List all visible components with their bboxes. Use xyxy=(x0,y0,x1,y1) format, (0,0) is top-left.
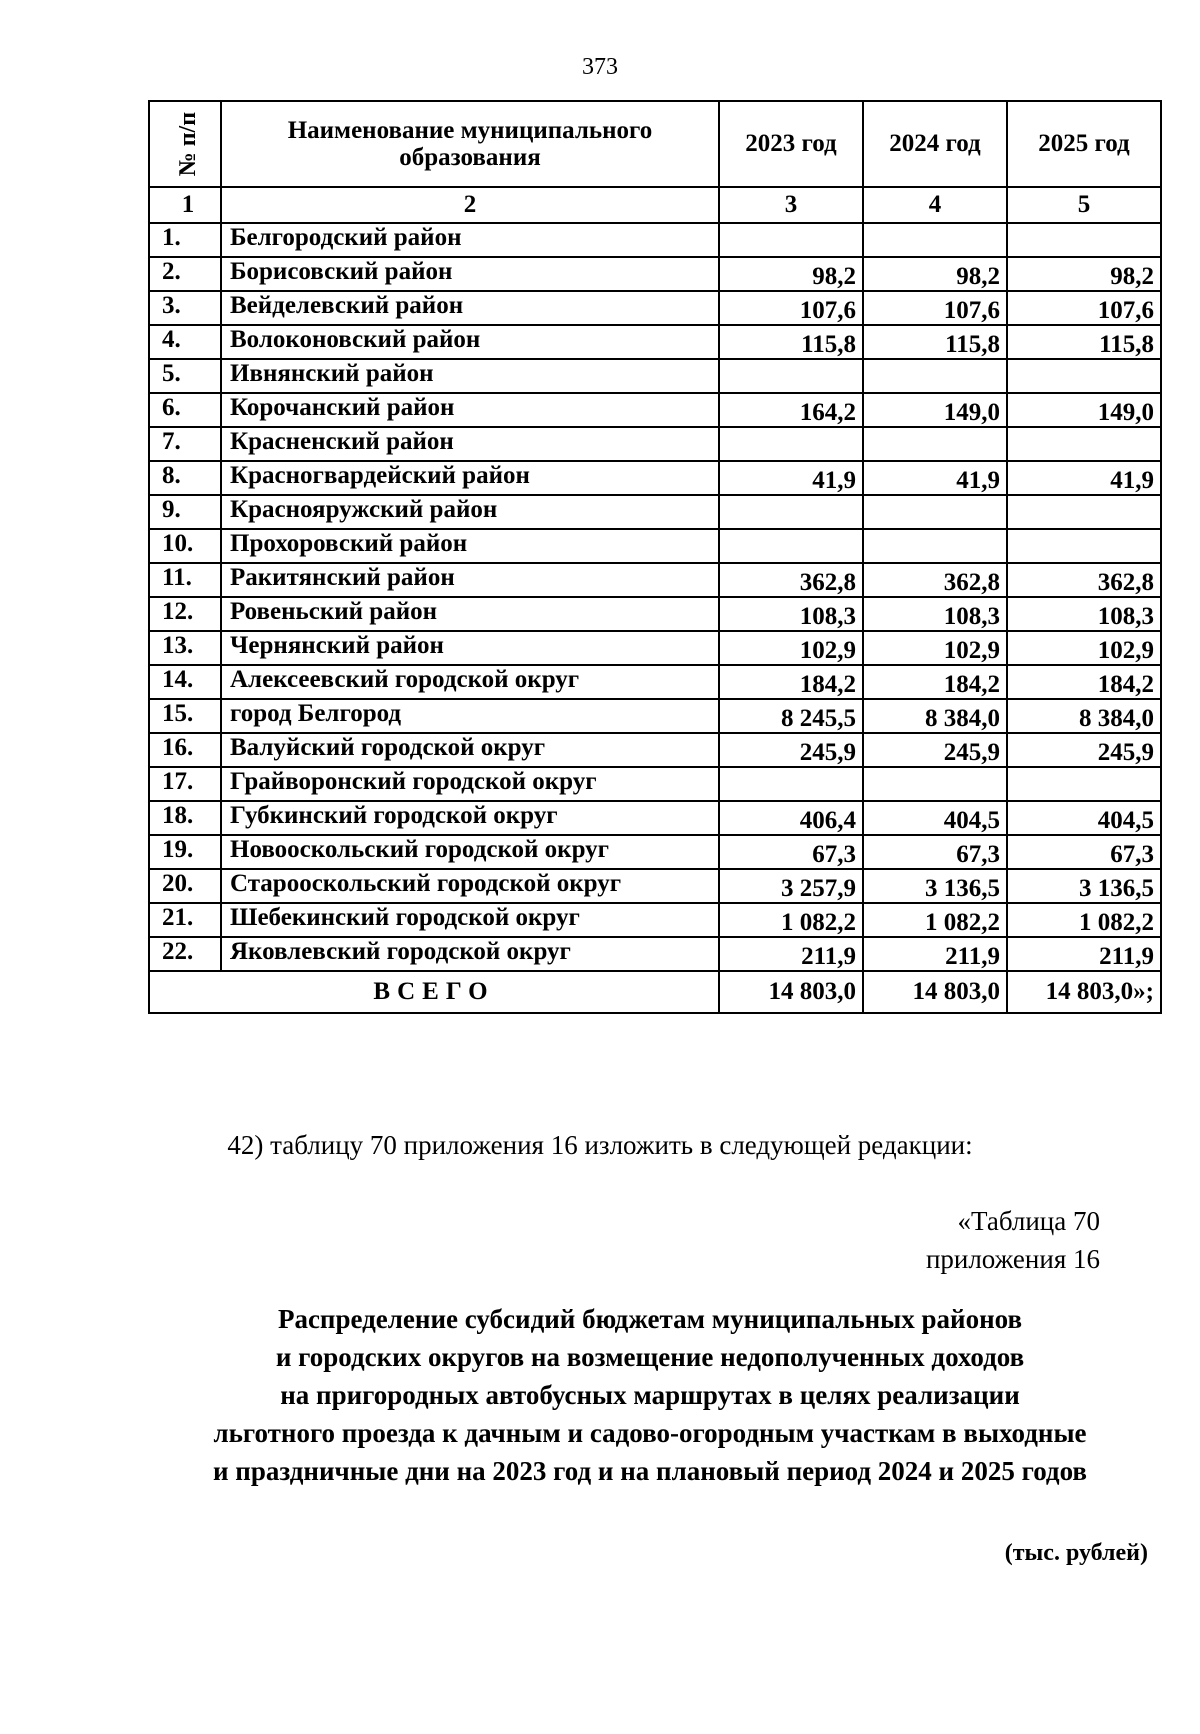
municipality-name: Яковлевский городской округ xyxy=(221,937,719,971)
table-row xyxy=(149,869,1161,903)
row-number: 8. xyxy=(149,461,221,495)
table-row xyxy=(149,801,1161,835)
municipality-name: Ровеньский район xyxy=(221,597,719,631)
total-label: ВСЕГО xyxy=(149,971,719,1013)
municipality-name: Чернянский район xyxy=(221,631,719,665)
municipality-name: Волоконовский район xyxy=(221,325,719,359)
value-2025: 41,9 xyxy=(1007,461,1161,495)
value-2023 xyxy=(719,495,863,529)
value-2024 xyxy=(863,529,1007,563)
value-2023: 245,9 xyxy=(719,733,863,767)
row-number: 2. xyxy=(149,257,221,291)
value-2024: 41,9 xyxy=(863,461,1007,495)
value-2024: 102,9 xyxy=(863,631,1007,665)
value-2025 xyxy=(1007,767,1161,801)
row-number: 13. xyxy=(149,631,221,665)
value-2024 xyxy=(863,223,1007,257)
amendment-instruction: 42) таблицу 70 приложения 16 изложить в следующей редакции: xyxy=(227,1130,973,1160)
municipality-name: город Белгород xyxy=(221,699,719,733)
table-row xyxy=(149,257,1161,291)
value-2025: 98,2 xyxy=(1007,257,1161,291)
value-2025: 108,3 xyxy=(1007,597,1161,631)
table-body xyxy=(149,223,1161,971)
column-number-3: 3 xyxy=(719,187,863,223)
value-2025: 115,8 xyxy=(1007,325,1161,359)
municipality-name: Ивнянский район xyxy=(221,359,719,393)
row-number: 7. xyxy=(149,427,221,461)
value-2024: 67,3 xyxy=(863,835,1007,869)
municipality-name: Вейделевский район xyxy=(221,291,719,325)
row-number: 4. xyxy=(149,325,221,359)
value-2024: 108,3 xyxy=(863,597,1007,631)
value-2023: 211,9 xyxy=(719,937,863,971)
table-row xyxy=(149,223,1161,257)
table-row xyxy=(149,359,1161,393)
row-number: 1. xyxy=(149,223,221,257)
value-2023: 115,8 xyxy=(719,325,863,359)
value-2023 xyxy=(719,767,863,801)
table-row xyxy=(149,325,1161,359)
total-2025: 14 803,0»; xyxy=(1007,971,1161,1013)
value-2024: 107,6 xyxy=(863,291,1007,325)
value-2025: 8 384,0 xyxy=(1007,699,1161,733)
table-row xyxy=(149,461,1161,495)
municipality-name: Красногвардейский район xyxy=(221,461,719,495)
table-row xyxy=(149,903,1161,937)
column-number-5: 5 xyxy=(1007,187,1161,223)
value-2023: 98,2 xyxy=(719,257,863,291)
value-2024 xyxy=(863,359,1007,393)
value-2023: 67,3 xyxy=(719,835,863,869)
value-2024: 8 384,0 xyxy=(863,699,1007,733)
value-2024: 362,8 xyxy=(863,563,1007,597)
value-2023 xyxy=(719,359,863,393)
header-2023: 2023 год xyxy=(719,101,863,187)
value-2025 xyxy=(1007,223,1161,257)
table-row xyxy=(149,937,1161,971)
table-row xyxy=(149,495,1161,529)
value-2025 xyxy=(1007,427,1161,461)
value-2023: 8 245,5 xyxy=(719,699,863,733)
value-2024 xyxy=(863,427,1007,461)
row-number: 18. xyxy=(149,801,221,835)
subsidy-table xyxy=(148,100,1162,1014)
value-2023: 108,3 xyxy=(719,597,863,631)
header-name: Наименование муниципального образования xyxy=(221,101,719,187)
value-2025: 149,0 xyxy=(1007,393,1161,427)
table-reference-line-2: приложения 16 xyxy=(925,1244,1100,1274)
table-row xyxy=(149,563,1161,597)
table-reference-line-1: «Таблица 70 xyxy=(957,1206,1100,1236)
value-2024: 1 082,2 xyxy=(863,903,1007,937)
table-row xyxy=(149,427,1161,461)
municipality-name: Краснояружский район xyxy=(221,495,719,529)
column-number-1: 1 xyxy=(149,187,221,223)
value-2025: 362,8 xyxy=(1007,563,1161,597)
municipality-name: Губкинский городской округ xyxy=(221,801,719,835)
value-2025: 1 082,2 xyxy=(1007,903,1161,937)
table-row xyxy=(149,393,1161,427)
total-row xyxy=(149,971,1161,1013)
title-line: и городских округов на возмещение недополученных доходов xyxy=(275,1342,1025,1372)
row-number: 15. xyxy=(149,699,221,733)
municipality-name: Красненский район xyxy=(221,427,719,461)
table-row xyxy=(149,665,1161,699)
value-2025 xyxy=(1007,359,1161,393)
municipality-name: Новооскольский городской округ xyxy=(221,835,719,869)
value-2023: 164,2 xyxy=(719,393,863,427)
value-2025 xyxy=(1007,495,1161,529)
value-2025: 107,6 xyxy=(1007,291,1161,325)
municipality-name: Белгородский район xyxy=(221,223,719,257)
value-2025: 211,9 xyxy=(1007,937,1161,971)
title-line: Распределение субсидий бюджетам муниципальных районов xyxy=(277,1304,1023,1334)
table-row xyxy=(149,529,1161,563)
document-title xyxy=(150,1300,1150,1490)
header-2025: 2025 год xyxy=(1007,101,1161,187)
total-2024: 14 803,0 xyxy=(863,971,1007,1013)
row-number: 20. xyxy=(149,869,221,903)
value-2023: 406,4 xyxy=(719,801,863,835)
value-2023: 107,6 xyxy=(719,291,863,325)
municipality-name: Валуйский городской округ xyxy=(221,733,719,767)
title-line: и праздничные дни на 2023 год и на плановый период 2024 и 2025 годов xyxy=(212,1456,1087,1486)
value-2023: 41,9 xyxy=(719,461,863,495)
value-2023: 1 082,2 xyxy=(719,903,863,937)
row-number: 9. xyxy=(149,495,221,529)
value-2024: 184,2 xyxy=(863,665,1007,699)
row-number: 6. xyxy=(149,393,221,427)
value-2023: 184,2 xyxy=(719,665,863,699)
column-number-4: 4 xyxy=(863,187,1007,223)
header-2024: 2024 год xyxy=(863,101,1007,187)
value-2024: 3 136,5 xyxy=(863,869,1007,903)
value-2024: 404,5 xyxy=(863,801,1007,835)
row-number: 17. xyxy=(149,767,221,801)
value-2023: 102,9 xyxy=(719,631,863,665)
value-2025 xyxy=(1007,529,1161,563)
municipality-name: Борисовский район xyxy=(221,257,719,291)
title-line: льготного проезда к дачным и садово-огородным участкам в выходные xyxy=(213,1418,1087,1448)
value-2024 xyxy=(863,767,1007,801)
table-row xyxy=(149,291,1161,325)
row-number: 11. xyxy=(149,563,221,597)
municipality-name: Ракитянский район xyxy=(221,563,719,597)
value-2024: 98,2 xyxy=(863,257,1007,291)
row-number: 12. xyxy=(149,597,221,631)
table-row xyxy=(149,597,1161,631)
row-number: 21. xyxy=(149,903,221,937)
row-number: 19. xyxy=(149,835,221,869)
value-2025: 184,2 xyxy=(1007,665,1161,699)
column-number-2: 2 xyxy=(221,187,719,223)
table-row xyxy=(149,699,1161,733)
table-row xyxy=(149,767,1161,801)
value-2024: 245,9 xyxy=(863,733,1007,767)
value-2024 xyxy=(863,495,1007,529)
value-2025: 3 136,5 xyxy=(1007,869,1161,903)
row-number: 5. xyxy=(149,359,221,393)
municipality-name: Прохоровский район xyxy=(221,529,719,563)
units-label: (тыс. рублей) xyxy=(1004,1540,1148,1566)
row-number: 10. xyxy=(149,529,221,563)
value-2025: 245,9 xyxy=(1007,733,1161,767)
table-reference xyxy=(926,1202,1100,1278)
title-line: на пригородных автобусных маршрутах в целях реализации xyxy=(280,1380,1020,1410)
value-2023 xyxy=(719,223,863,257)
row-number: 22. xyxy=(149,937,221,971)
value-2025: 67,3 xyxy=(1007,835,1161,869)
value-2023 xyxy=(719,529,863,563)
header-num xyxy=(149,101,221,187)
row-number: 3. xyxy=(149,291,221,325)
row-number: 16. xyxy=(149,733,221,767)
value-2024: 211,9 xyxy=(863,937,1007,971)
value-2025: 404,5 xyxy=(1007,801,1161,835)
municipality-name: Шебекинский городской округ xyxy=(221,903,719,937)
municipality-name: Старооскольский городской округ xyxy=(221,869,719,903)
row-number: 14. xyxy=(149,665,221,699)
table-row xyxy=(149,733,1161,767)
table-row xyxy=(149,631,1161,665)
page-number: 373 xyxy=(582,54,618,80)
header-num-label: № п/п xyxy=(175,112,202,177)
value-2023: 362,8 xyxy=(719,563,863,597)
value-2023 xyxy=(719,427,863,461)
value-2025: 102,9 xyxy=(1007,631,1161,665)
municipality-name: Алексеевский городской округ xyxy=(221,665,719,699)
total-2023: 14 803,0 xyxy=(719,971,863,1013)
value-2023: 3 257,9 xyxy=(719,869,863,903)
municipality-name: Корочанский район xyxy=(221,393,719,427)
municipality-name: Грайворонский городской округ xyxy=(221,767,719,801)
value-2024: 149,0 xyxy=(863,393,1007,427)
table-row xyxy=(149,835,1161,869)
value-2024: 115,8 xyxy=(863,325,1007,359)
